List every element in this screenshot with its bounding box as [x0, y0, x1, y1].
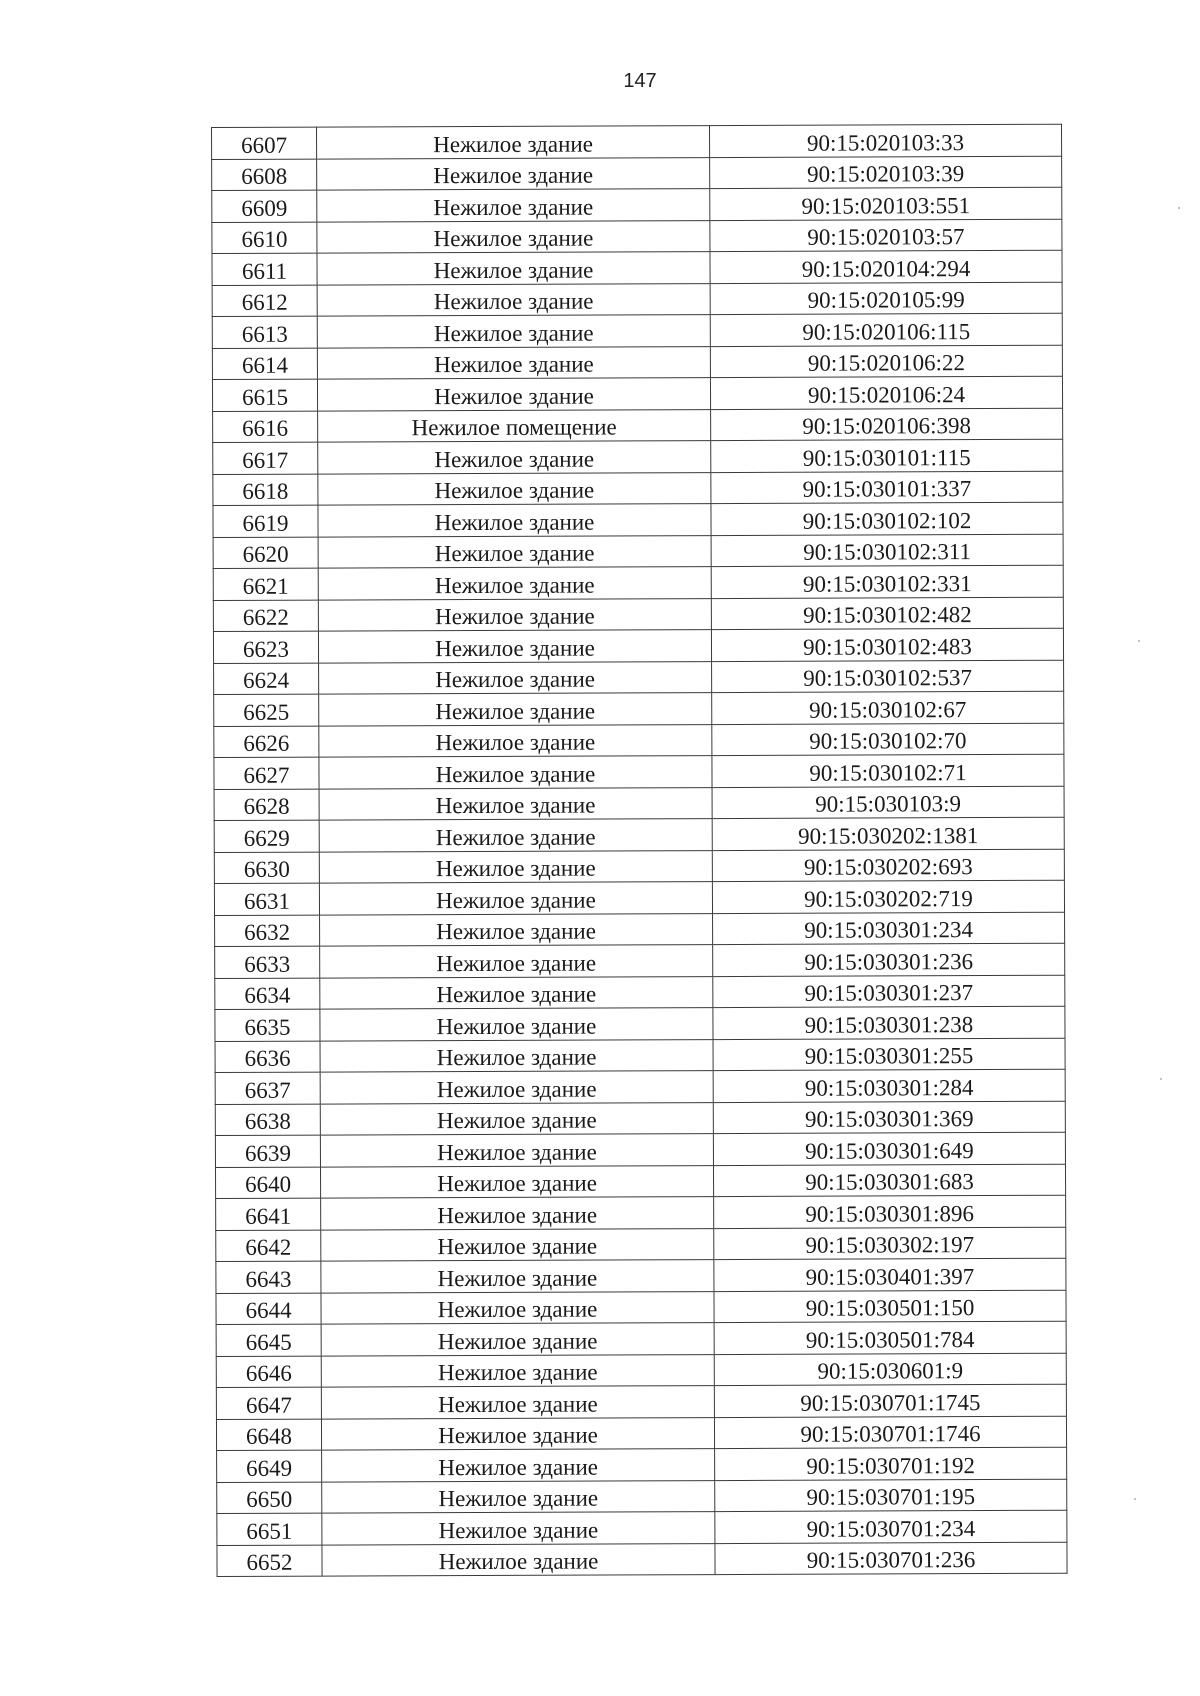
table-row: [216, 1321, 1066, 1356]
table-row: [216, 1384, 1066, 1419]
row-number-cell: 6612: [212, 285, 317, 317]
row-number-cell: 6648: [216, 1419, 321, 1451]
table-row: [212, 313, 1062, 348]
cadastral-number-cell: 90:15:030601:9: [714, 1353, 1066, 1386]
row-number-cell: 6616: [213, 411, 318, 443]
row-number-cell: 6652: [217, 1545, 322, 1577]
cadastral-number-cell: 90:15:030103:9: [712, 786, 1064, 819]
row-number-cell: 6609: [212, 190, 317, 222]
scan-speck: [1160, 1078, 1162, 1080]
cadastral-number-cell: 90:15:020103:57: [710, 219, 1062, 252]
table-row: [214, 849, 1064, 884]
cadastral-number-cell: 90:15:030102:483: [711, 628, 1063, 661]
cadastral-number-cell: 90:15:020106:115: [710, 313, 1062, 346]
table-row: [213, 628, 1063, 663]
cadastral-number-cell: 90:15:030701:1745: [714, 1384, 1066, 1417]
cadastral-number-cell: 90:15:020106:22: [710, 345, 1062, 378]
scan-speck: [1178, 207, 1180, 209]
cadastral-number-cell: 90:15:030101:337: [711, 471, 1063, 504]
row-number-cell: 6627: [214, 757, 319, 789]
cadastral-number-cell: 90:15:030401:397: [714, 1258, 1066, 1291]
row-number-cell: 6634: [215, 978, 320, 1010]
table-row: [217, 1542, 1067, 1577]
object-type-cell: Нежилое здание: [322, 1449, 715, 1482]
table-row: [213, 471, 1063, 506]
table-row: [215, 1132, 1065, 1167]
table-row: [216, 1195, 1066, 1230]
row-number-cell: 6639: [215, 1135, 320, 1167]
table-row: [215, 1101, 1065, 1136]
row-number-cell: 6636: [215, 1041, 320, 1073]
object-type-cell: Нежилое здание: [319, 724, 712, 757]
row-number-cell: 6643: [216, 1261, 321, 1293]
cadastral-number-cell: 90:15:030202:693: [712, 849, 1064, 882]
object-type-cell: Нежилое здание: [319, 693, 712, 726]
row-number-cell: 6632: [215, 915, 320, 947]
row-number-cell: 6635: [215, 1009, 320, 1041]
table-row: [216, 1353, 1066, 1388]
object-type-cell: Нежилое здание: [321, 1260, 714, 1293]
table-row: [214, 723, 1064, 758]
row-number-cell: 6617: [213, 442, 318, 474]
object-type-cell: Нежилое здание: [321, 1228, 714, 1261]
row-number-cell: 6624: [214, 663, 319, 695]
table-row: [217, 1447, 1067, 1482]
cadastral-number-cell: 90:15:030501:784: [714, 1321, 1066, 1354]
object-type-cell: Нежилое здание: [319, 756, 712, 789]
table-row: [217, 1510, 1067, 1545]
cadastral-number-cell: 90:15:030202:1381: [712, 817, 1064, 850]
table-row: [215, 1069, 1065, 1104]
table-row: [215, 975, 1065, 1010]
table-row: [213, 534, 1063, 569]
cadastral-number-cell: 90:15:030102:331: [711, 565, 1063, 598]
object-type-cell: Нежилое здание: [322, 1480, 715, 1513]
row-number-cell: 6628: [214, 789, 319, 821]
object-type-cell: Нежилое здание: [320, 1134, 713, 1167]
row-number-cell: 6610: [212, 222, 317, 254]
object-type-cell: Нежилое здание: [319, 882, 712, 915]
cadastral-number-cell: 90:15:020105:99: [710, 282, 1062, 315]
table-row: [214, 817, 1064, 852]
row-number-cell: 6621: [213, 568, 318, 600]
table-row: [212, 187, 1062, 222]
object-type-cell: Нежилое здание: [319, 850, 712, 883]
cadastral-number-cell: 90:15:030301:284: [713, 1069, 1065, 1102]
table-row: [215, 912, 1065, 947]
object-type-cell: Нежилое здание: [317, 126, 710, 159]
row-number-cell: 6646: [216, 1356, 321, 1388]
object-type-cell: Нежилое здание: [320, 945, 713, 978]
table-row: [212, 156, 1062, 191]
object-type-cell: Нежилое здание: [317, 346, 710, 379]
object-type-cell: Нежилое здание: [321, 1386, 714, 1419]
table-row: [212, 219, 1062, 254]
cadastral-number-cell: 90:15:030102:482: [711, 597, 1063, 630]
cadastral-number-cell: 90:15:030301:255: [713, 1038, 1065, 1071]
cadastral-number-cell: 90:15:030301:896: [714, 1195, 1066, 1228]
row-number-cell: 6618: [213, 474, 318, 506]
cadastral-number-cell: 90:15:030202:719: [712, 880, 1064, 913]
row-number-cell: 6633: [215, 946, 320, 978]
object-type-cell: Нежилое здание: [318, 630, 711, 663]
page-number: 147: [623, 70, 657, 92]
object-type-cell: Нежилое здание: [319, 661, 712, 694]
object-type-cell: Нежилое здание: [319, 787, 712, 820]
cadastral-number-cell: 90:15:030102:311: [711, 534, 1063, 567]
cadastral-number-cell: 90:15:030102:102: [711, 502, 1063, 535]
cadastral-number-cell: 90:15:030701:236: [715, 1542, 1067, 1575]
object-type-cell: Нежилое здание: [317, 157, 710, 190]
table-row: [214, 754, 1064, 789]
cadastral-number-cell: 90:15:030301:649: [713, 1132, 1065, 1165]
cadastral-number-cell: 90:15:030301:238: [713, 1006, 1065, 1039]
object-type-cell: Нежилое здание: [317, 378, 710, 411]
table-row: [216, 1416, 1066, 1451]
row-number-cell: 6613: [212, 316, 317, 348]
cadastral-number-cell: 90:15:030701:1746: [714, 1416, 1066, 1449]
row-number-cell: 6649: [217, 1450, 322, 1482]
table-row: [213, 439, 1063, 474]
cadastral-number-cell: 90:15:030501:150: [714, 1290, 1066, 1323]
cadastral-number-cell: 90:15:030701:234: [715, 1510, 1067, 1543]
row-number-cell: 6629: [214, 820, 319, 852]
table-row: [215, 1006, 1065, 1041]
table-row: [212, 282, 1062, 317]
object-type-cell: Нежилое здание: [320, 1102, 713, 1135]
row-number-cell: 6647: [216, 1387, 321, 1419]
row-number-cell: 6640: [215, 1167, 320, 1199]
table-row: [216, 1290, 1066, 1325]
row-number-cell: 6630: [214, 852, 319, 884]
cadastral-number-cell: 90:15:030301:236: [713, 943, 1065, 976]
row-number-cell: 6622: [213, 600, 318, 632]
object-type-cell: Нежилое здание: [317, 283, 710, 316]
object-type-cell: Нежилое здание: [321, 1417, 714, 1450]
object-type-cell: Нежилое здание: [317, 252, 710, 285]
cadastral-number-cell: 90:15:030701:192: [715, 1447, 1067, 1480]
cadastral-number-cell: 90:15:030701:195: [715, 1479, 1067, 1512]
object-type-cell: Нежилое здание: [322, 1512, 715, 1545]
scan-speck: [1134, 1498, 1136, 1500]
cadastral-number-cell: 90:15:030101:115: [711, 439, 1063, 472]
cadastral-number-cell: 90:15:020103:551: [710, 187, 1062, 220]
cadastral-number-cell: 90:15:030301:234: [713, 912, 1065, 945]
table-row: [215, 943, 1065, 978]
row-number-cell: 6642: [216, 1230, 321, 1262]
row-number-cell: 6626: [214, 726, 319, 758]
row-number-cell: 6650: [217, 1482, 322, 1514]
object-type-cell: Нежилое здание: [318, 567, 711, 600]
object-type-cell: Нежилое здание: [319, 819, 712, 852]
cadastral-number-cell: 90:15:030301:369: [713, 1101, 1065, 1134]
row-number-cell: 6623: [213, 631, 318, 663]
row-number-cell: 6625: [214, 694, 319, 726]
table-row: [215, 1038, 1065, 1073]
table-row: [212, 250, 1062, 285]
table-row: [217, 1479, 1067, 1514]
cadastral-number-cell: 90:15:030102:70: [712, 723, 1064, 756]
object-type-cell: Нежилое здание: [317, 220, 710, 253]
table-row: [216, 1227, 1066, 1262]
object-type-cell: Нежилое здание: [318, 441, 711, 474]
row-number-cell: 6611: [212, 253, 317, 285]
scan-speck: [1138, 640, 1140, 642]
table-row: [212, 345, 1062, 380]
cadastral-number-cell: 90:15:030102:67: [712, 691, 1064, 724]
row-number-cell: 6607: [212, 127, 317, 159]
object-type-cell: Нежилое здание: [317, 315, 710, 348]
cadastral-number-cell: 90:15:030301:237: [713, 975, 1065, 1008]
table-body: [212, 124, 1068, 1576]
row-number-cell: 6631: [214, 883, 319, 915]
row-number-cell: 6614: [212, 348, 317, 380]
table-row: [214, 880, 1064, 915]
row-number-cell: 6641: [216, 1198, 321, 1230]
object-type-cell: Нежилое здание: [318, 504, 711, 537]
object-type-cell: Нежилое здание: [318, 472, 711, 505]
table-row: [212, 124, 1062, 159]
row-number-cell: 6620: [213, 537, 318, 569]
object-type-cell: Нежилое здание: [321, 1354, 714, 1387]
table-row: [213, 408, 1063, 443]
object-type-cell: Нежилое здание: [320, 1008, 713, 1041]
table-row: [216, 1258, 1066, 1293]
row-number-cell: 6645: [216, 1324, 321, 1356]
object-type-cell: Нежилое здание: [322, 1543, 715, 1576]
object-type-cell: Нежилое здание: [317, 189, 710, 222]
table-row: [213, 597, 1063, 632]
object-type-cell: Нежилое здание: [320, 913, 713, 946]
object-type-cell: Нежилое здание: [318, 598, 711, 631]
row-number-cell: 6651: [217, 1513, 322, 1545]
cadastral-number-cell: 90:15:020104:294: [710, 250, 1062, 283]
cadastral-number-cell: 90:15:030301:683: [713, 1164, 1065, 1197]
table-row: [214, 691, 1064, 726]
object-type-cell: Нежилое здание: [321, 1323, 714, 1356]
table-row: [214, 786, 1064, 821]
row-number-cell: 6619: [213, 505, 318, 537]
table-row: [212, 376, 1062, 411]
table-row: [214, 660, 1064, 695]
row-number-cell: 6644: [216, 1293, 321, 1325]
object-type-cell: Нежилое здание: [320, 1165, 713, 1198]
cadastral-number-cell: 90:15:020106:24: [710, 376, 1062, 409]
object-type-cell: Нежилое здание: [320, 976, 713, 1009]
row-number-cell: 6638: [215, 1104, 320, 1136]
cadastral-number-cell: 90:15:030102:537: [712, 660, 1064, 693]
table-row: [213, 502, 1063, 537]
cadastral-number-cell: 90:15:020103:33: [709, 124, 1061, 157]
object-type-cell: Нежилое здание: [321, 1197, 714, 1230]
object-type-cell: Нежилое помещение: [318, 409, 711, 442]
object-type-cell: Нежилое здание: [321, 1291, 714, 1324]
cadastral-number-cell: 90:15:030302:197: [714, 1227, 1066, 1260]
row-number-cell: 6637: [215, 1072, 320, 1104]
cadastral-number-cell: 90:15:020103:39: [710, 156, 1062, 189]
cadastral-number-cell: 90:15:030102:71: [712, 754, 1064, 787]
table-row: [215, 1164, 1065, 1199]
registry-table: [211, 124, 1068, 1577]
object-type-cell: Нежилое здание: [320, 1039, 713, 1072]
cadastral-number-cell: 90:15:020106:398: [711, 408, 1063, 441]
row-number-cell: 6608: [212, 159, 317, 191]
object-type-cell: Нежилое здание: [318, 535, 711, 568]
row-number-cell: 6615: [212, 379, 317, 411]
object-type-cell: Нежилое здание: [320, 1071, 713, 1104]
table-row: [213, 565, 1063, 600]
